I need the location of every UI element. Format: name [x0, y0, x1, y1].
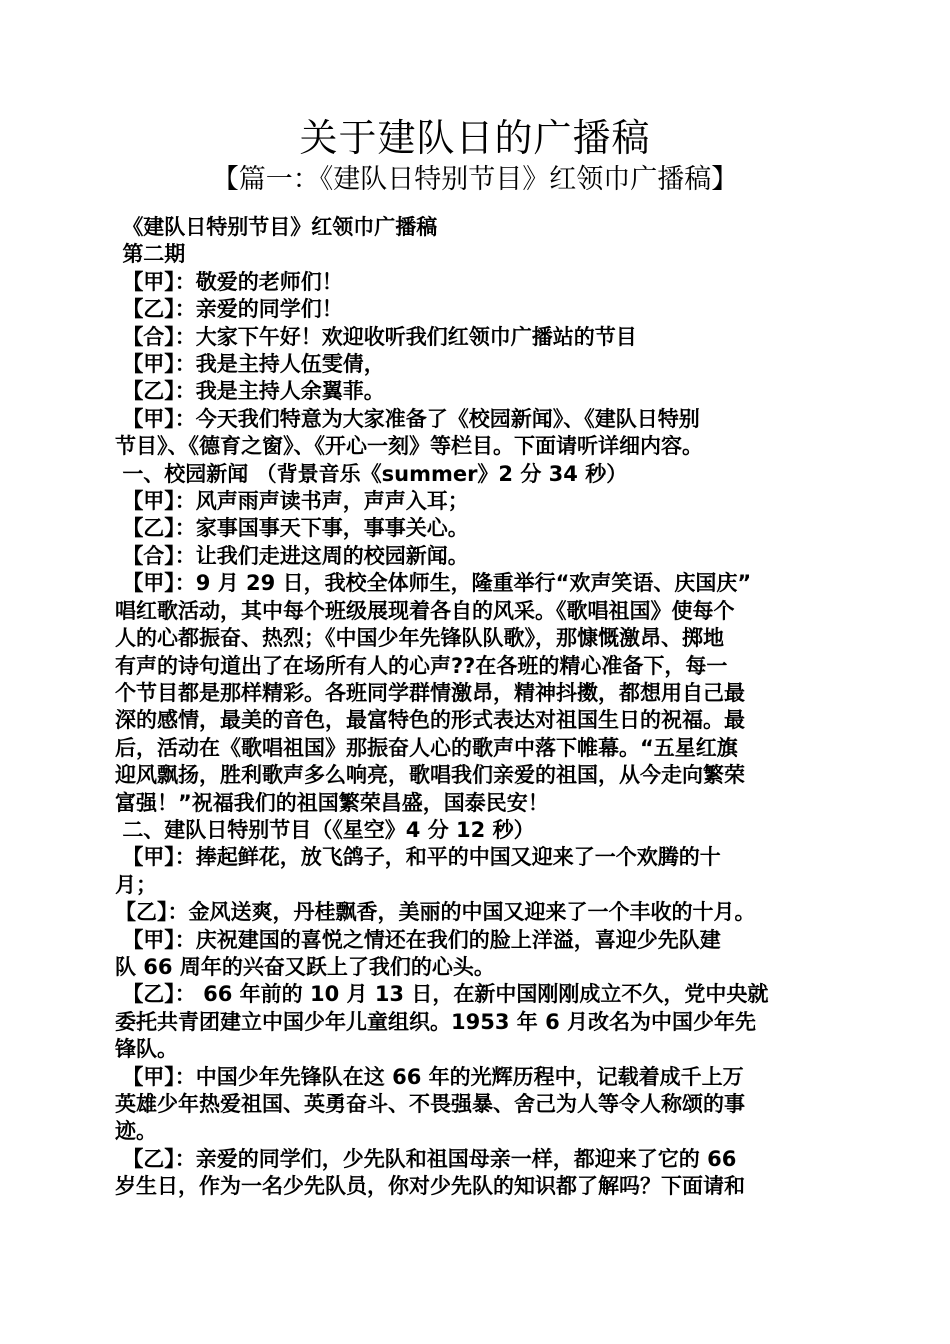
text-line: 委托共青团建立中国少年儿童组织。1953 年 6 月改名为中国少年先: [115, 1009, 756, 1034]
text-line: 【甲】：风声雨声读书声，声声入耳；: [115, 489, 469, 514]
text-line: 队 66 周年的兴奋又跃上了我们的心头。: [115, 954, 495, 979]
text-line: 富强！”祝福我们的祖国繁荣昌盛，国泰民安！: [115, 790, 549, 815]
text-line: 【甲】：中国少年先锋队在这 66 年的光辉历程中，记载着成千上万: [115, 1064, 744, 1089]
text-line: 个节目都是那样精彩。各班同学群情激昂，精神抖擞，都想用自己最: [115, 680, 745, 705]
text-line: 【甲】：今天我们特意为大家准备了《校园新闻》、《建队日特别: [115, 406, 700, 431]
text-line: 【乙】： 66 年前的 10 月 13 日，在新中国刚刚成立不久，党中央就: [115, 982, 769, 1007]
text-line: 迎风飘扬，胜利歌声多么响亮，歌唱我们亲爱的祖国，从今走向繁荣: [115, 763, 745, 788]
text-line: 唱红歌活动，其中每个班级展现着各自的风采。《歌唱祖国》使每个: [115, 598, 735, 623]
text-line: 有声的诗句道出了在场所有人的心声??在各班的精心准备下，每一: [115, 653, 728, 678]
text-line: 【乙】：亲爱的同学们，少先队和祖国母亲一样，都迎来了它的 66: [115, 1146, 737, 1171]
text-line: 【合】：让我们走进这周的校园新闻。: [115, 543, 469, 568]
text-line: 英雄少年热爱祖国、英勇奋斗、不畏强暴、舍己为人等令人称颂的事: [115, 1092, 745, 1116]
document-subtitle: 【篇一：《建队日特别节目》红领巾广播稿】: [211, 164, 739, 195]
text-line: 月；: [115, 872, 157, 897]
text-line: 深的感情，最美的音色，最富特色的形式表达对祖国生日的祝福。最: [115, 708, 745, 733]
text-line: 【甲】：敬爱的老师们！: [115, 269, 343, 294]
text-line: 【合】：大家下午好！欢迎收听我们红领巾广播站的节目: [115, 324, 637, 349]
text-line: 【乙】：家事国事天下事，事事关心。: [115, 516, 469, 541]
text-line: 【乙】：我是主持人余翼菲。: [115, 379, 385, 404]
text-line: 第二期: [115, 242, 186, 267]
text-line: 【甲】：我是主持人伍雯倩，: [115, 352, 385, 377]
text-line: 节目》、《德育之窗》、《开心一刻》等栏目。下面请听详细内容。: [115, 434, 703, 459]
text-line: 【甲】：9 月 29 日，我校全体师生，隆重举行“欢声笑语、庆国庆”: [115, 571, 752, 596]
document-title: 关于建队日的广播稿: [299, 116, 651, 160]
text-line: 【甲】：庆祝建国的喜悦之情还在我们的脸上洋溢，喜迎少先队建: [115, 927, 721, 952]
text-line: 【甲】：捧起鲜花，放飞鸽子，和平的中国又迎来了一个欢腾的十: [115, 845, 721, 870]
text-line: 【乙】：金风送爽，丹桂飘香，美丽的中国又迎来了一个丰收的十月。: [115, 900, 756, 925]
document-body: [115, 214, 840, 1201]
text-line: 二、建队日特别节目（《星空》4 分 12 秒）: [115, 817, 535, 842]
text-line: 岁生日，作为一名少先队员，你对少先队的知识都了解吗？下面请和: [115, 1174, 745, 1199]
text-line: 迹。: [115, 1119, 157, 1144]
text-line: 人的心都振奋、热烈；《中国少年先锋队队歌》，那慷慨激昂、掷地: [115, 626, 724, 651]
text-line: 《建队日特别节目》红领巾广播稿: [115, 215, 438, 239]
text-line: 锋队。: [115, 1037, 178, 1062]
text-line: 后，活动在《歌唱祖国》那振奋人心的歌声中落下帷幕。“五星红旗: [115, 735, 738, 760]
text-line: 【乙】：亲爱的同学们！: [115, 297, 343, 322]
text-line: 一、校园新闻 （背景音乐《summer》2 分 34 秒）: [115, 461, 628, 486]
